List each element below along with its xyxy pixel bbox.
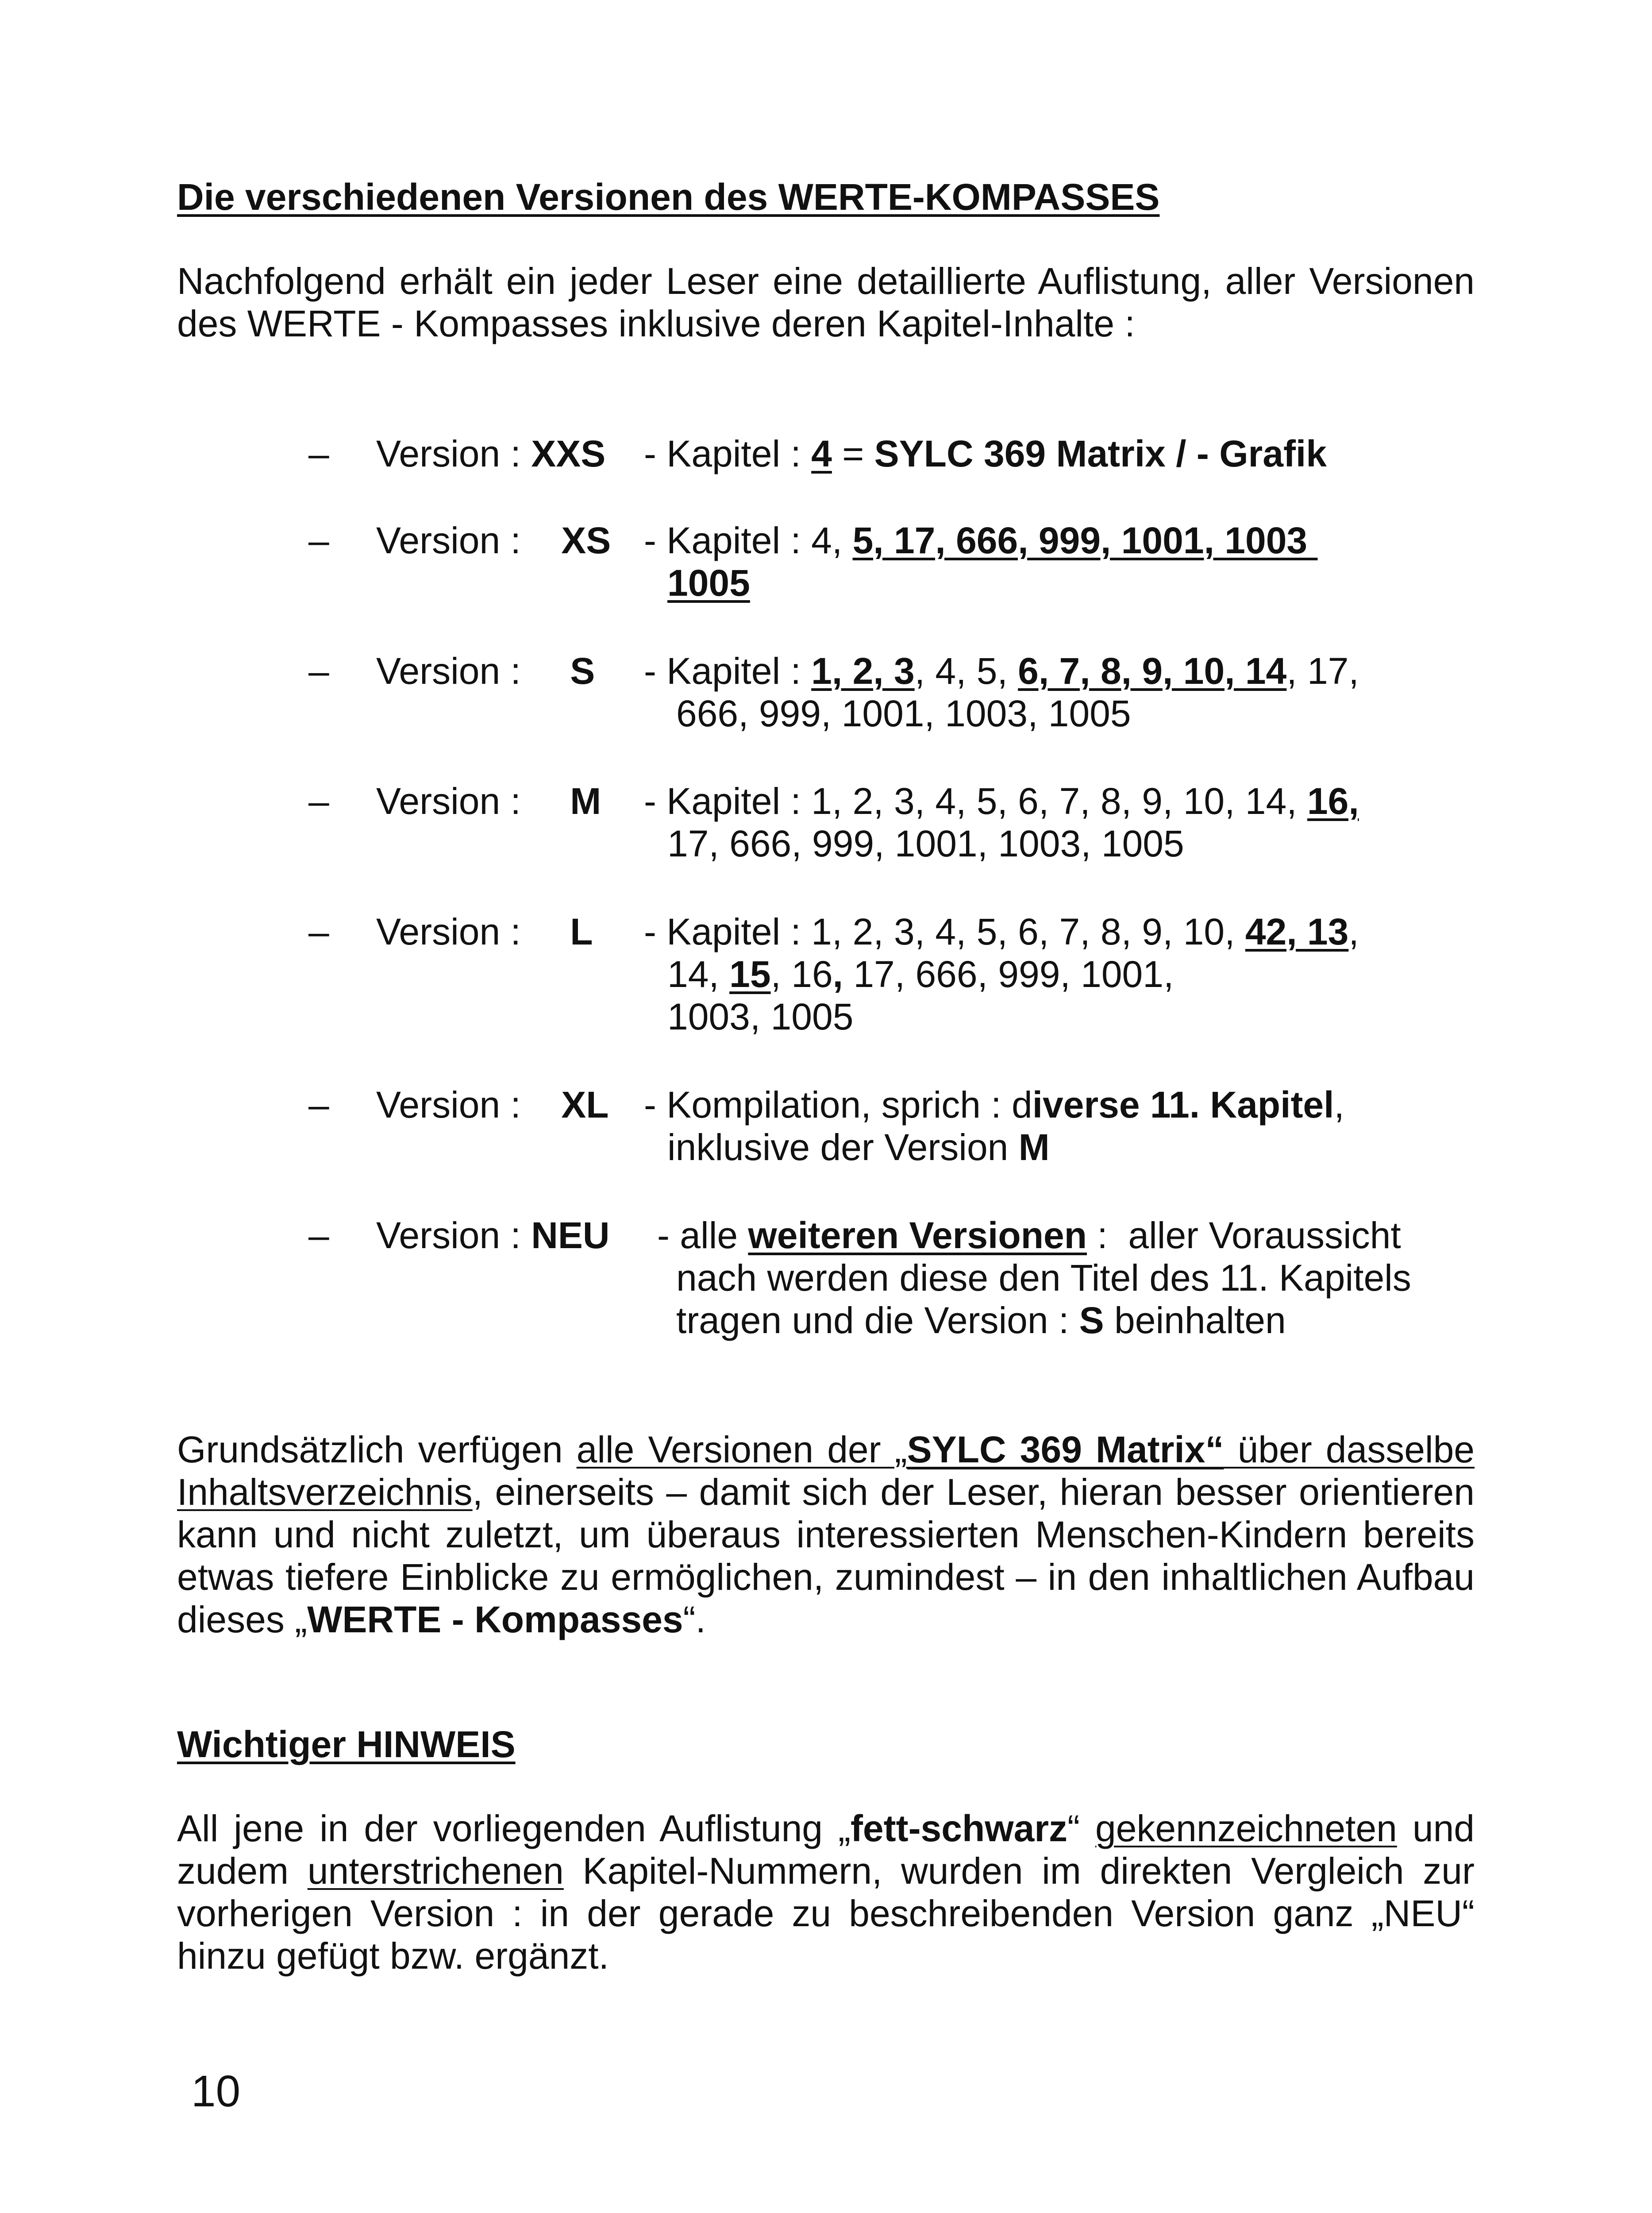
hint-line-3: vorherigen Version : in der gerade zu beschreibenden Version ganz „NEU“ — [177, 1893, 1475, 1934]
bullet-dash: – — [308, 520, 329, 561]
version-l-chapters: - Kapitel : 1, 2, 3, 4, 5, 6, 7, 8, 9, 10, 42, 13, — [644, 911, 1359, 952]
version-neu-description: - alle weiteren Versionen : aller Voraussicht — [657, 1214, 1401, 1256]
version-neu-description-cont: nach werden diese den Titel des 11. Kapitels — [676, 1257, 1411, 1299]
version-l-chapters-cont: 14, 15, 16, 17, 666, 999, 1001, — [667, 953, 1174, 995]
version-label: Version : NEU — [376, 1214, 610, 1256]
version-xl-chapters-cont: inklusive der Version M — [667, 1126, 1050, 1168]
hint-line-1: All jene in der vorliegenden Auflistung „fett-schwarz“ gekennzeichneten und — [177, 1808, 1475, 1849]
version-label: Version : L — [376, 911, 593, 952]
hint-heading: Wichtiger HINWEIS — [177, 1723, 516, 1765]
version-xs-chapters-cont: 1005 — [667, 562, 750, 604]
bullet-dash: – — [308, 433, 329, 474]
paragraph-line-3: kann und nicht zuletzt, um überaus interessierten Menschen-Kindern bereits — [177, 1514, 1475, 1555]
version-label: Version : XS — [376, 520, 611, 561]
hint-line-2: zudem unterstrichenen Kapitel-Nummern, wurden im direkten Vergleich zur — [177, 1850, 1475, 1892]
bullet-dash: – — [308, 650, 329, 692]
version-neu-description-cont: tragen und die Version : S beinhalten — [676, 1299, 1286, 1341]
intro-line-2: des WERTE - Kompasses inklusive deren Kapitel-Inhalte : — [177, 303, 1135, 344]
version-label: Version : XXS — [376, 433, 606, 474]
version-m-chapters-cont: 17, 666, 999, 1001, 1003, 1005 — [667, 823, 1184, 864]
bullet-dash: – — [308, 1084, 329, 1126]
bullet-dash: – — [308, 1214, 329, 1256]
version-xs-chapters: - Kapitel : 4, 5, 17, 666, 999, 1001, 1003 — [644, 520, 1318, 561]
page-number: 10 — [191, 2066, 241, 2116]
version-s-chapters: - Kapitel : 1, 2, 3, 4, 5, 6, 7, 8, 9, 10, 14, 17, — [644, 650, 1359, 692]
paragraph-line-1: Grundsätzlich verfügen alle Versionen der „SYLC 369 Matrix“ über dasselbe — [177, 1429, 1475, 1470]
bullet-dash: – — [308, 780, 329, 822]
page-heading: Die verschiedenen Versionen des WERTE-KOMPASSES — [177, 176, 1160, 218]
version-label: Version : M — [376, 780, 601, 822]
version-xxs-chapters: - Kapitel : 4 = SYLC 369 Matrix / - Grafik — [644, 433, 1327, 474]
version-l-chapters-cont: 1003, 1005 — [667, 996, 854, 1037]
paragraph-line-4: etwas tiefere Einblicke zu ermöglichen, zumindest – in den inhaltlichen Aufbau — [177, 1556, 1475, 1598]
version-xl-chapters: - Kompilation, sprich : diverse 11. Kapitel, — [644, 1084, 1344, 1126]
bullet-dash: – — [308, 911, 329, 952]
version-label: Version : XL — [376, 1084, 609, 1126]
intro-line-1: Nachfolgend erhält ein jeder Leser eine detaillierte Auflistung, aller Versionen — [177, 260, 1475, 302]
version-label: Version : S — [376, 650, 595, 692]
paragraph-line-2: Inhaltsverzeichnis, einerseits – damit sich der Leser, hieran besser orientieren — [177, 1471, 1475, 1513]
version-s-chapters-cont: 666, 999, 1001, 1003, 1005 — [676, 693, 1131, 734]
version-m-chapters: - Kapitel : 1, 2, 3, 4, 5, 6, 7, 8, 9, 10, 14, 16, — [644, 780, 1359, 822]
hint-line-4: hinzu gefügt bzw. ergänzt. — [177, 1935, 609, 1977]
paragraph-line-5: dieses „WERTE - Kompasses“. — [177, 1599, 706, 1640]
